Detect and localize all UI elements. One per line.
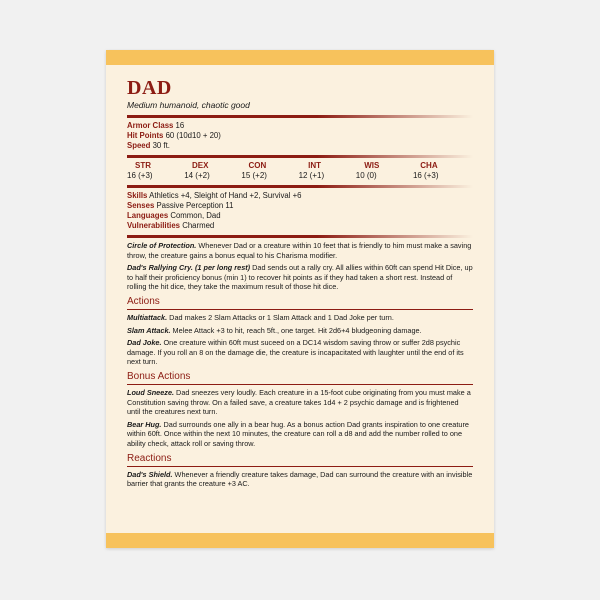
- vulnerabilities-value: Charmed: [182, 221, 215, 230]
- ability-value: 15 (+2): [241, 171, 267, 180]
- armor-class-value: 16: [175, 121, 185, 130]
- ability-con: [241, 161, 297, 181]
- ability-key: INT: [308, 161, 321, 170]
- trait-name: Dad's Rallying Cry. (1 per long rest): [127, 263, 251, 273]
- reaction-name: Dad's Shield.: [127, 469, 173, 479]
- section-rule: [127, 466, 473, 467]
- speed-value: 30 ft.: [152, 141, 170, 150]
- reaction-text: Whenever a friendly creature takes damage, Dad can surround the creature with an invisible barrier that grants the creature +3 AC.: [127, 469, 473, 489]
- ability-key: CHA: [420, 161, 438, 170]
- ability-cha: [413, 161, 469, 181]
- top-yellow-band: [106, 50, 494, 65]
- trait-name: Circle of Protection.: [127, 241, 197, 250]
- bonus-action-name: Loud Sneeze.: [127, 387, 175, 397]
- bonus-bear-hug: [127, 420, 473, 449]
- ability-wis: [356, 161, 412, 181]
- action-dad-joke: [127, 338, 473, 367]
- actions-heading: Actions: [127, 295, 160, 307]
- senses-label: Senses: [127, 201, 155, 210]
- bottom-yellow-band: [106, 533, 494, 548]
- ability-scores: [127, 161, 473, 181]
- languages-label: Languages: [127, 211, 169, 220]
- divider: [127, 185, 473, 188]
- bonus-loud-sneeze: [127, 388, 473, 417]
- languages: [127, 211, 473, 221]
- section-rule: [127, 384, 473, 385]
- skills-value: Athletics +4, Sleight of Hand +2, Survival +6: [149, 191, 302, 200]
- divider: [127, 115, 473, 118]
- action-name: Multiattack.: [127, 312, 168, 322]
- languages-value: Common, Dad: [170, 211, 221, 220]
- speed-label: Speed: [127, 141, 151, 150]
- divider: [127, 235, 473, 238]
- ability-key: CON: [248, 161, 267, 170]
- hit-points-label: Hit Points: [127, 131, 164, 140]
- vulnerabilities-label: Vulnerabilities: [127, 221, 181, 230]
- monster-subtitle: Medium humanoid, chaotic good: [127, 100, 250, 110]
- reactions-heading: Reactions: [127, 452, 172, 464]
- senses-value: Passive Perception 11: [156, 201, 234, 210]
- ability-value: 10 (0): [355, 171, 377, 180]
- skills-label: Skills: [127, 191, 148, 200]
- divider: [127, 155, 473, 158]
- ability-key: STR: [135, 161, 151, 170]
- bonus-action-name: Bear Hug.: [127, 419, 162, 429]
- reaction-dads-shield: [127, 470, 473, 489]
- hit-points: [127, 131, 473, 141]
- ability-dex: [184, 161, 240, 181]
- hit-points-value: 60 (10d10 + 20): [165, 131, 221, 140]
- action-text: Dad makes 2 Slam Attacks or 1 Slam Attack and 1 Dad Joke per turn.: [167, 312, 394, 322]
- ability-key: WIS: [364, 161, 380, 170]
- trait-circle-of-protection: [127, 241, 473, 260]
- ability-int: [299, 161, 355, 181]
- action-text: Melee Attack +3 to hit, reach 5ft., one target. Hit 2d6+4 bludgeoning damage.: [170, 325, 422, 335]
- action-slam-attack: [127, 326, 473, 336]
- vulnerabilities: [127, 221, 473, 231]
- ability-value: 16 (+3): [412, 171, 439, 180]
- armor-class: [127, 121, 473, 131]
- bonus-action-text: Dad surrounds one ally in a bear hug. As a bonus action Dad grants inspiration to one creature within 60ft. Once within the next 10 minutes, the creature can roll a d8 and add the number rolled to one ability check, attack roll or saving throw.: [127, 419, 469, 448]
- action-multiattack: [127, 313, 473, 323]
- bonus-action-text: Dad sneezes very loudly. Each creature in a 15-foot cube originating from you must make a Constitution saving throw. On a failed save, a creature takes 1d4 + 2 psychic damage and is frightened until the creatures next turn.: [127, 387, 471, 417]
- senses: [127, 201, 473, 211]
- section-rule: [127, 309, 473, 310]
- ability-key: DEX: [191, 161, 209, 170]
- monster-name: DAD: [127, 77, 172, 99]
- trait-text: Whenever Dad or a creature within 10 feet that is friendly to him must make a saving throw, the creature gains a bonus equal to his Charisma modifier.: [127, 241, 472, 260]
- armor-class-label: Armor Class: [127, 121, 174, 130]
- stat-block: [127, 78, 473, 492]
- trait-text: Dad sends out a rally cry. All allies within 60ft can spend Hit Dice, up to half their proficiency bonus (min 1) to recover hit points as if they had taken a short rest. Instead of rolling the hit dice, they take the maximum result of those hit dice.: [127, 263, 473, 292]
- ability-value: 12 (+1): [298, 171, 325, 180]
- action-text: One creature within 60ft must suceed on a DC14 wisdom saving throw or suffer 2d8 psychic damage. If you roll an 8 on the damage die, the creature is incapacitated with laughter until the end of its next turn.: [127, 338, 464, 367]
- action-name: Dad Joke.: [127, 338, 162, 348]
- trait-rallying-cry: [127, 263, 473, 292]
- skills: [127, 191, 473, 201]
- ability-value: 14 (+2): [184, 171, 210, 180]
- speed: [127, 141, 473, 151]
- bonus-actions-heading: Bonus Actions: [127, 370, 191, 382]
- ability-value: 16 (+3): [127, 171, 153, 180]
- action-name: Slam Attack.: [127, 325, 171, 335]
- photo-print: [106, 50, 494, 548]
- ability-str: [127, 161, 183, 181]
